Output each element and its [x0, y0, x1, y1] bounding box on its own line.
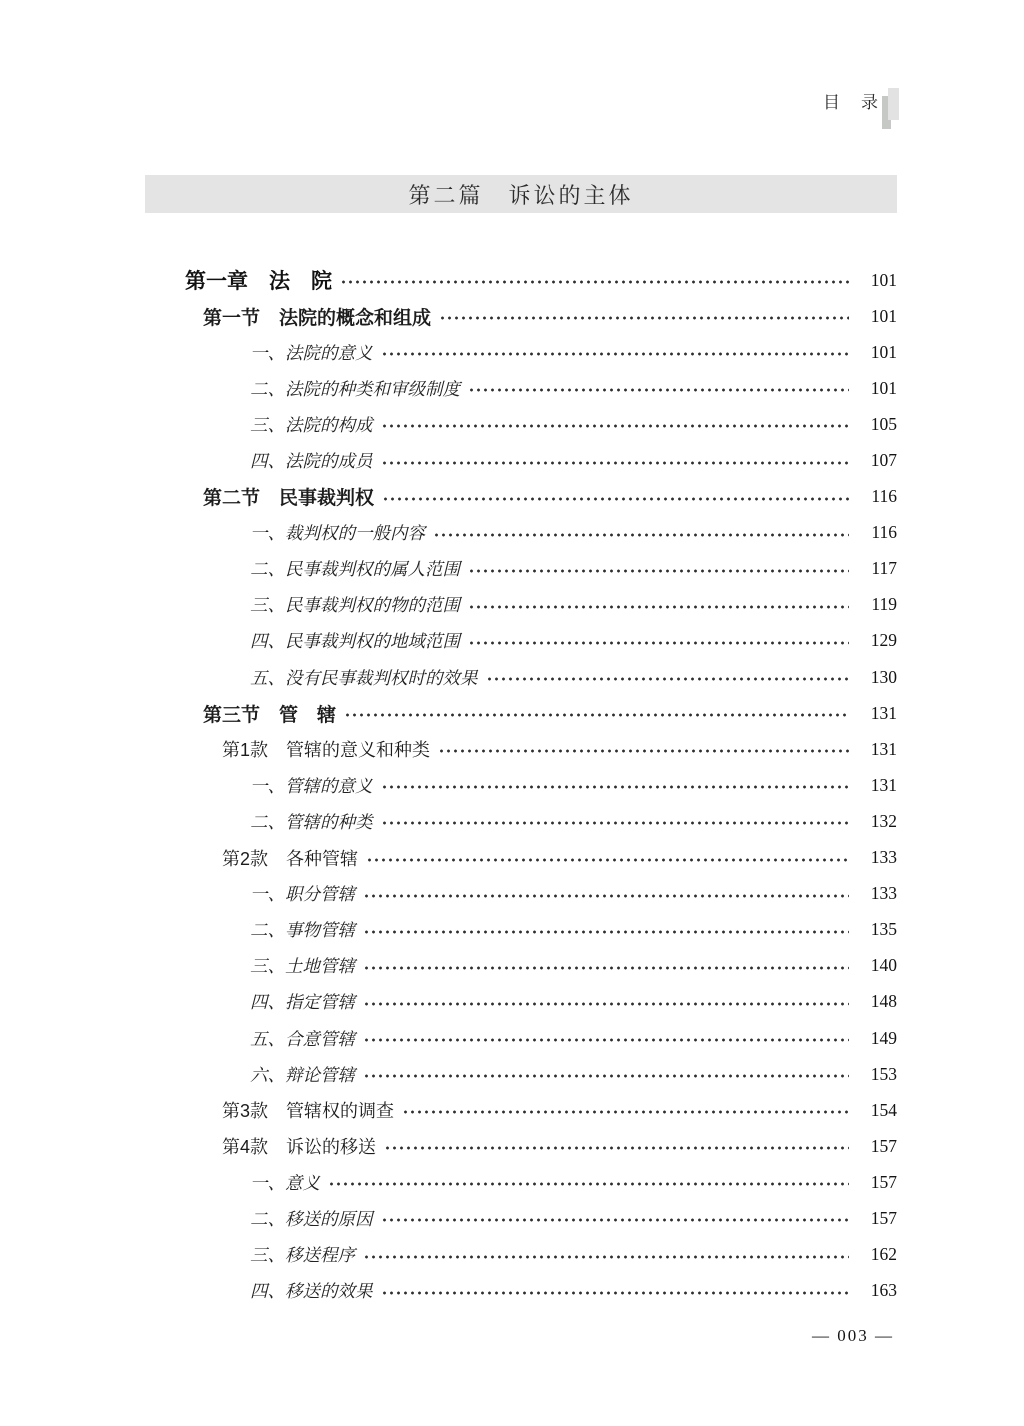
toc-entry-page: 107 — [870, 450, 897, 471]
toc-entry — [145, 659, 897, 695]
toc-entry-label: 第3款 管辖权的调查 — [222, 1101, 395, 1122]
toc-entry-page: 101 — [870, 377, 897, 398]
dot-leader — [363, 1036, 849, 1044]
dot-leader — [381, 783, 850, 791]
toc-entry — [145, 262, 897, 298]
toc-entry-label: 第三节 管 辖 — [203, 704, 337, 726]
toc-entry-page: 116 — [871, 522, 897, 543]
toc-entry-page: 153 — [870, 1063, 897, 1084]
toc-entry-label: 四、民事裁判权的地域范围 — [250, 631, 460, 652]
toc-entry-label: 三、法院的构成 — [250, 414, 373, 435]
toc-entry — [145, 587, 897, 623]
dot-leader — [363, 1072, 849, 1080]
toc-entry-page: 129 — [870, 630, 897, 651]
toc-entry-label: 三、土地管辖 — [250, 956, 355, 977]
toc-entry-page: 117 — [871, 558, 897, 579]
toc-entry-page: 116 — [871, 486, 897, 507]
toc-entry — [145, 442, 897, 478]
toc-entry — [145, 767, 897, 803]
toc-entry-page: 163 — [870, 1280, 897, 1301]
toc-entry-label: 六、辩论管辖 — [250, 1064, 355, 1085]
toc-entry — [145, 551, 897, 587]
toc-entry-label: 第一章 法 院 — [185, 270, 332, 294]
dot-leader — [363, 1253, 849, 1261]
toc-entry — [145, 406, 897, 442]
toc-entry-label: 二、民事裁判权的属人范围 — [250, 559, 460, 580]
toc-entry — [145, 515, 897, 551]
dot-leader — [439, 314, 849, 322]
toc-entry-label: 一、裁判权的一般内容 — [250, 523, 425, 544]
part-banner — [145, 175, 897, 213]
toc-entry-page: 101 — [870, 305, 897, 326]
toc-entry-page: 135 — [870, 919, 897, 940]
toc-entry-page: 101 — [870, 341, 897, 362]
header-title: 目 录 — [823, 93, 880, 112]
toc-entry — [145, 1164, 897, 1200]
toc-entry — [145, 948, 897, 984]
toc-entry-page: 119 — [871, 594, 897, 615]
dot-leader — [468, 567, 849, 575]
dot-leader — [381, 422, 850, 430]
toc-entry-label: 一、职分管辖 — [250, 884, 355, 905]
dot-leader — [384, 1144, 849, 1152]
toc-entry-label: 二、管辖的种类 — [250, 811, 373, 832]
toc-entry-label: 第1款 管辖的意义和种类 — [222, 740, 431, 761]
toc-entry — [145, 1020, 897, 1056]
dot-leader — [468, 386, 849, 394]
dot-leader — [381, 1289, 850, 1297]
toc-entry — [145, 876, 897, 912]
dot-leader — [381, 819, 850, 827]
toc-entry-label: 二、法院的种类和审级制度 — [250, 378, 460, 399]
toc-entry — [145, 479, 897, 515]
dot-leader — [438, 747, 849, 755]
toc-entry — [145, 1056, 897, 1092]
dot-leader — [328, 1180, 849, 1188]
toc-entry — [145, 912, 897, 948]
dot-leader — [381, 1216, 850, 1224]
toc-entry-page: 101 — [870, 269, 897, 290]
toc-entry-page: 148 — [870, 991, 897, 1012]
toc-list — [145, 262, 897, 1309]
toc-entry-label: 五、合意管辖 — [250, 1028, 355, 1049]
toc-entry — [145, 1092, 897, 1128]
dot-leader — [381, 459, 850, 467]
toc-entry-label: 二、移送的原因 — [250, 1208, 373, 1229]
toc-entry-page: 157 — [870, 1207, 897, 1228]
toc-entry-label: 五、没有民事裁判权时的效果 — [250, 667, 478, 688]
toc-entry — [145, 623, 897, 659]
toc-entry-label: 第一节 法院的概念和组成 — [203, 307, 432, 329]
header-accent-bars — [882, 88, 902, 132]
toc-entry-label: 四、法院的成员 — [250, 451, 373, 472]
dot-leader — [402, 1108, 849, 1116]
toc-entry-label: 一、管辖的意义 — [250, 775, 373, 796]
toc-entry-page: 131 — [870, 774, 897, 795]
toc-entry-label: 四、指定管辖 — [250, 992, 355, 1013]
toc-entry — [145, 840, 897, 876]
header-accent-bar-light-icon — [888, 88, 899, 120]
toc-entry-page: 131 — [870, 702, 897, 723]
toc-entry-label: 二、事物管辖 — [250, 920, 355, 941]
dot-leader — [382, 495, 849, 503]
toc-entry-label: 第二节 民事裁判权 — [203, 488, 375, 510]
toc-entry — [145, 984, 897, 1020]
toc-entry-page: 149 — [870, 1027, 897, 1048]
toc-entry — [145, 1128, 897, 1164]
toc-entry-page: 131 — [870, 738, 897, 759]
toc-entry-label: 三、民事裁判权的物的范围 — [250, 595, 460, 616]
toc-entry-label: 一、意义 — [250, 1172, 320, 1193]
toc-entry-page: 140 — [870, 955, 897, 976]
dot-leader — [340, 278, 849, 286]
toc-entry-page: 157 — [870, 1171, 897, 1192]
dot-leader — [363, 928, 849, 936]
toc-entry — [145, 334, 897, 370]
toc-entry — [145, 370, 897, 406]
dot-leader — [468, 639, 849, 647]
dot-leader — [366, 856, 849, 864]
toc-entry — [145, 298, 897, 334]
toc-entry-page: 133 — [870, 883, 897, 904]
running-header — [823, 88, 902, 132]
dot-leader — [363, 964, 849, 972]
toc-entry-page: 105 — [870, 413, 897, 434]
dot-leader — [363, 1000, 849, 1008]
toc-entry-label: 三、移送程序 — [250, 1245, 355, 1266]
toc-entry-page: 133 — [870, 847, 897, 868]
dot-leader — [433, 531, 849, 539]
dot-leader — [363, 892, 849, 900]
dot-leader — [344, 711, 849, 719]
toc-entry — [145, 1237, 897, 1273]
toc-entry-page: 132 — [870, 810, 897, 831]
toc-entry-label: 四、移送的效果 — [250, 1281, 373, 1302]
toc-entry-page: 162 — [870, 1244, 897, 1265]
toc-entry-page: 154 — [870, 1099, 897, 1120]
toc-entry-label: 第4款 诉讼的移送 — [222, 1137, 377, 1158]
toc-entry-label: 一、法院的意义 — [250, 342, 373, 363]
toc-entry — [145, 1200, 897, 1236]
part-banner-title: 第二篇 诉讼的主体 — [408, 182, 634, 208]
toc-entry-label: 第2款 各种管辖 — [222, 848, 359, 869]
toc-entry-page: 130 — [870, 666, 897, 687]
dot-leader — [486, 675, 850, 683]
toc-entry — [145, 731, 897, 767]
toc-entry — [145, 803, 897, 839]
toc-entry — [145, 1273, 897, 1309]
dot-leader — [381, 350, 850, 358]
toc-entry — [145, 695, 897, 731]
dot-leader — [468, 603, 849, 611]
page-number-footer: — 003 — — [812, 1326, 894, 1345]
toc-entry-page: 157 — [870, 1135, 897, 1156]
